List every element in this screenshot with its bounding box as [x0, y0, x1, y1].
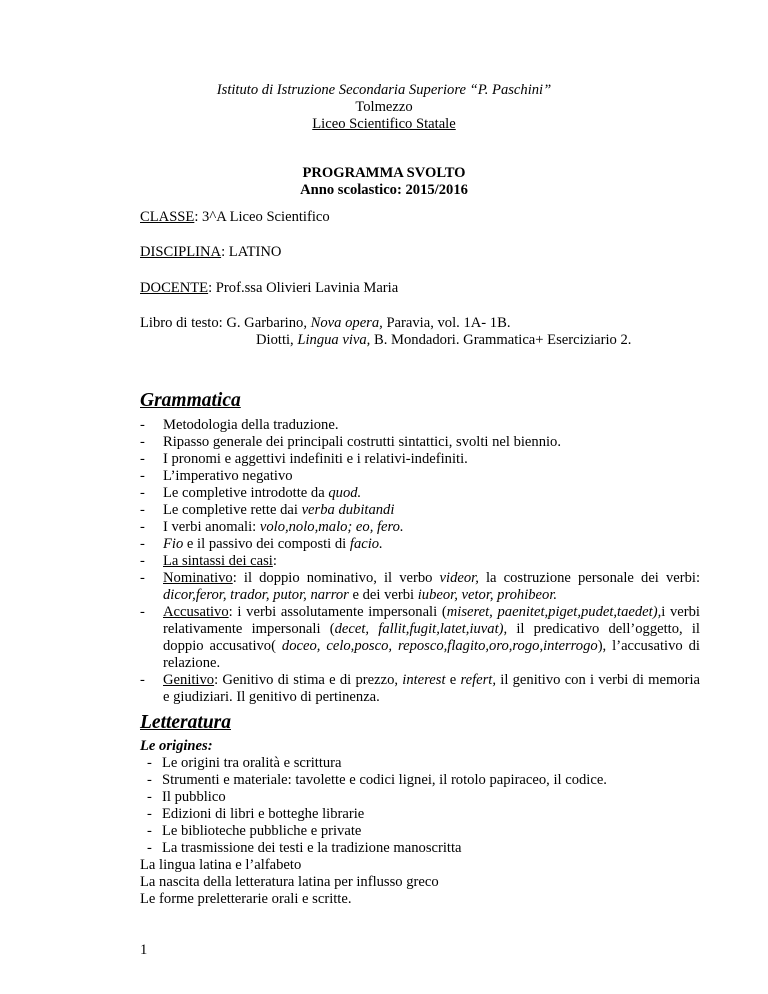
- city-name: Tolmezzo: [355, 99, 413, 115]
- letteratura-subtitle: Le origines:: [140, 738, 213, 754]
- list-item: - I verbi anomali: volo,nolo,malo; eo, fero.: [140, 519, 700, 536]
- list-item: - Metodologia della traduzione.: [140, 417, 700, 434]
- textbook-title-2: Lingua viva,: [297, 332, 371, 348]
- school-year: Anno scolastico: 2015/2016: [300, 182, 468, 198]
- textbook-publisher-1: Paravia, vol. 1A- 1B.: [382, 315, 511, 331]
- textbook-line-2: [140, 332, 700, 349]
- letteratura-section: [140, 738, 700, 908]
- list-item: - L’imperativo negativo: [140, 468, 700, 485]
- teacher-value: : Prof.ssa Olivieri Lavinia Maria: [208, 280, 399, 296]
- list-item: - Le completive introdotte da quod.: [140, 485, 700, 502]
- textbook-title-1: Nova opera,: [310, 315, 383, 331]
- textbook-prefix: Libro di testo: G. Garbarino,: [140, 315, 311, 331]
- page-number: 1: [140, 942, 148, 958]
- grammatica-title: Grammatica: [140, 390, 241, 411]
- teacher-line: [140, 280, 700, 297]
- list-item: - Accusativo: i verbi assolutamente impersonali (miseret, paenitet,piget,pudet,taedet),i verbi relativamente impersonali (decet, fallit,fugit,latet,iuvat), il predicativo dell’oggetto, il doppio accusativo( doceo, celo,posco, reposco,flagito,oro,rogo,interrogo), l’accusativo di relazione.: [140, 604, 700, 672]
- list-item: - Fio e il passivo dei composti di facio.: [140, 536, 700, 553]
- grammatica-section: [140, 417, 700, 706]
- list-item: - Strumenti e materiale: tavolette e codici lignei, il rotolo papiraceo, il codice.: [140, 772, 700, 789]
- class-label: CLASSE: [140, 209, 195, 225]
- list-item: - Nominativo: il doppio nominativo, il verbo videor, la costruzione personale dei verbi: dicor,feror, trador, putor, narror e dei verbi iubeor, vetor, prohibeor.: [140, 570, 700, 604]
- letteratura-list: [140, 755, 700, 857]
- teacher-label: DOCENTE: [140, 280, 209, 296]
- class-line: [140, 209, 700, 226]
- letteratura-line: La lingua latina e l’alfabeto: [140, 857, 302, 873]
- list-item: - Le completive rette dai verba dubitandi: [140, 502, 700, 519]
- discipline-value: : LATINO: [221, 244, 282, 260]
- letteratura-line: La nascita della letteratura latina per influsso greco: [140, 874, 439, 890]
- discipline-label: DISCIPLINA: [140, 244, 222, 260]
- institute-name: Istituto di Istruzione Secondaria Superiore “P. Paschini”: [216, 82, 552, 98]
- school-name: Liceo Scientifico Statale: [312, 116, 456, 132]
- letteratura-line: Le forme preletterarie orali e scritte.: [140, 891, 352, 907]
- list-item: - Le biblioteche pubbliche e private: [140, 823, 700, 840]
- textbook-line-1: [140, 315, 700, 332]
- list-item: - Genitivo: Genitivo di stima e di prezzo, interest e refert, il genitivo con i verbi di memoria e giudiziari. Il genitivo di pertinenza.: [140, 672, 700, 706]
- list-item: - Le origini tra oralità e scrittura: [140, 755, 700, 772]
- textbook-block: [140, 315, 700, 349]
- letteratura-title: Letteratura: [140, 712, 231, 733]
- discipline-line: [140, 244, 700, 261]
- list-item: - I pronomi e aggettivi indefiniti e i relativi-indefiniti.: [140, 451, 700, 468]
- list-item: - Edizioni di libri e botteghe librarie: [140, 806, 700, 823]
- textbook-publisher-2: B. Mondadori. Grammatica+ Eserciziario 2.: [370, 332, 632, 348]
- textbook-author-2: Diotti,: [256, 332, 298, 348]
- list-item: - Il pubblico: [140, 789, 700, 806]
- program-title: PROGRAMMA SVOLTO: [302, 165, 466, 181]
- list-item: - La trasmissione dei testi e la tradizione manoscritta: [140, 840, 700, 857]
- document-header: [0, 82, 768, 133]
- program-heading: [0, 165, 768, 199]
- list-item: - Ripasso generale dei principali costrutti sintattici, svolti nel biennio.: [140, 434, 700, 451]
- grammatica-list: [140, 417, 700, 706]
- list-item: - La sintassi dei casi:: [140, 553, 700, 570]
- class-value: : 3^A Liceo Scientifico: [194, 209, 330, 225]
